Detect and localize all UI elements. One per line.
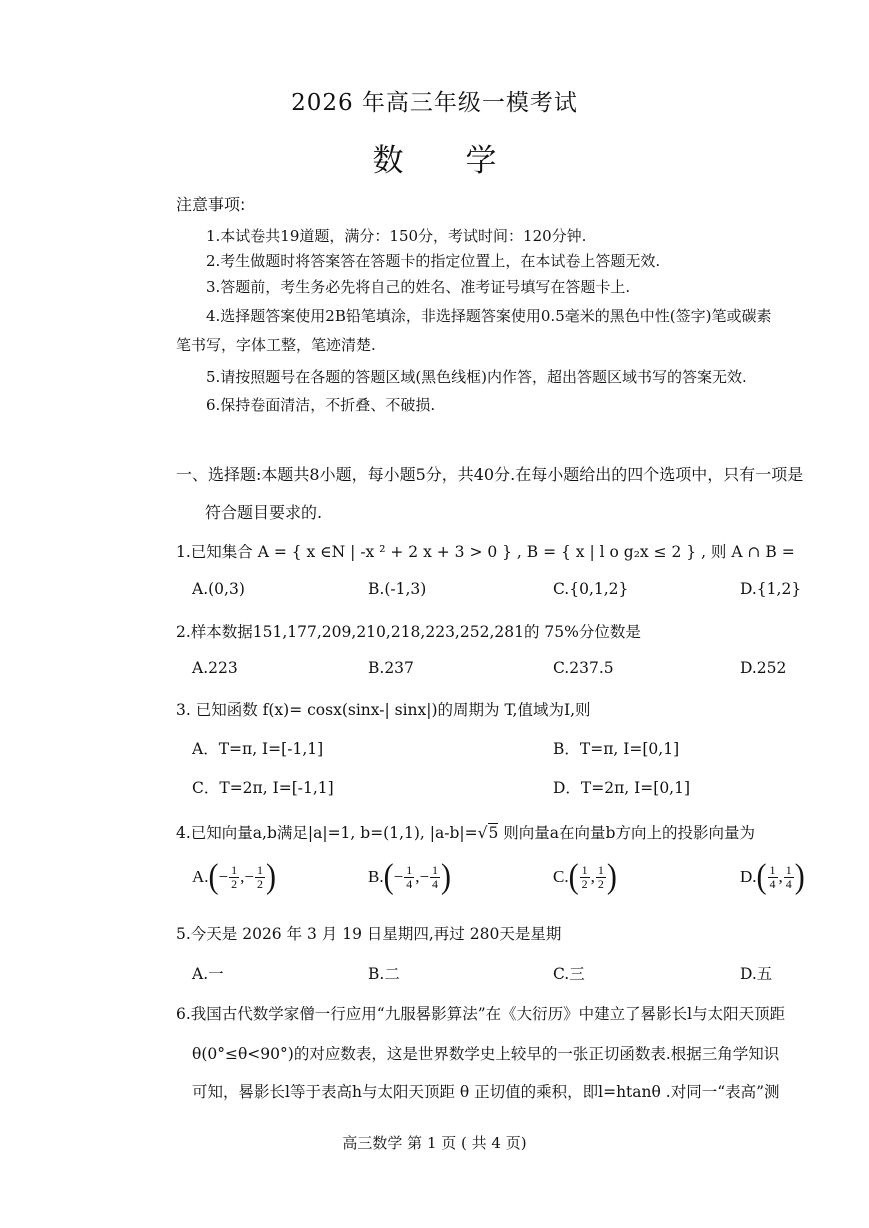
q5-option-d: D.五 xyxy=(740,965,773,983)
fraction: $\frac{1}{2}$ xyxy=(581,862,588,891)
fraction: $\frac{1}{2}$ xyxy=(597,862,604,891)
question-6-line: θ(0°≤θ<90°)的对应数表，这是世界数学史上较早的一张正切函数表.根据三角学知识 xyxy=(192,1045,780,1063)
question-4-stem xyxy=(176,821,755,843)
notes-heading: 注意事项: xyxy=(176,195,246,214)
note-item: 6.保持卷面清洁，不折叠、不破损. xyxy=(206,396,436,414)
q3-option-d: D．T=2π, I=[0,1] xyxy=(553,779,691,797)
question-3-stem: 3. 已知函数 f(x)= cosx(sinx-| sinx|)的周期为 T,值域为I,则 xyxy=(176,701,591,719)
question-6-line: 可知，晷影长l等于表高h与太阳天顶距 θ 正切值的乘积，即l=htanθ .对同一“表高”测 xyxy=(192,1083,780,1101)
q2-option-d: D.252 xyxy=(740,659,787,677)
section-heading-cont: 符合题目要求的. xyxy=(205,503,323,522)
note-item: 5.请按照题号在各题的答题区域(黑色线框)内作答，超出答题区域书写的答案无效. xyxy=(206,368,747,386)
q1-option-b: B.(-1,3) xyxy=(368,580,427,598)
fraction: $\frac{1}{2}$ xyxy=(256,862,263,891)
note-item: 1.本试卷共19道题，满分：150分，考试时间：120分钟. xyxy=(206,227,587,245)
q1-option-a: A.(0,3) xyxy=(192,580,245,598)
q5-option-c: C.三 xyxy=(553,965,585,983)
page-footer: 高三数学 第 1 页 ( 共 4 页) xyxy=(342,1134,527,1152)
q4-option-a: A. ( − $\frac{1}{2}$ , − $\frac{1}{2}$ ) xyxy=(192,857,276,896)
subject-title: 数学 xyxy=(372,143,559,179)
q4-option-c: C. ( $\frac{1}{2}$ , $\frac{1}{2}$ ) xyxy=(553,857,617,896)
note-item: 2.考生做题时将答案答在答题卡的指定位置上，在本试卷上答题无效. xyxy=(206,252,661,270)
note-item: 4.选择题答案使用2B铅笔填涂，非选择题答案使用0.5毫米的黑色中性(签字)笔或碳素 xyxy=(206,307,772,325)
q1-option-c: C.{0,1,2} xyxy=(553,580,629,598)
q2-option-c: C.237.5 xyxy=(553,659,614,677)
fraction: $\frac{1}{4}$ xyxy=(769,862,776,891)
question-2-stem: 2.样本数据151,177,209,210,218,223,252,281的 75%分位数是 xyxy=(176,623,641,641)
question-6-line: 6.我国古代数学家僧一行应用“九服晷影算法”在《大衍历》中建立了晷影长l与太阳天顶距 xyxy=(176,1005,786,1023)
q3-option-b: B．T=π, I=[0,1] xyxy=(553,740,680,758)
fraction: $\frac{1}{4}$ xyxy=(432,862,439,891)
q2-option-a: A.223 xyxy=(192,659,238,677)
q4-option-b: B. ( − $\frac{1}{4}$ , − $\frac{1}{4}$ ) xyxy=(368,857,452,896)
q3-option-c: C．T=2π, I=[-1,1] xyxy=(192,779,334,797)
q4-stem-part-2: 则向量a在向量b方向上的投影向量为 xyxy=(498,824,755,842)
question-1-stem: 1.已知集合 A = { x ∈N | -x ² + 2 x + 3 > 0 } , B = { x | l o g₂x ≤ 2 } , 则 A ∩ B = xyxy=(176,543,795,561)
section-heading: 一、选择题:本题共8小题，每小题5分，共40分.在每小题给出的四个选项中，只有一项是 xyxy=(176,465,804,484)
note-item: 3.答题前，考生务必先将自己的姓名、准考证号填写在答题卡上. xyxy=(206,278,631,296)
note-item: 笔书写，字体工整，笔迹清楚. xyxy=(176,336,376,354)
exam-title: 2026 年高三年级一模考试 xyxy=(291,90,578,116)
q4-option-d: D. ( $\frac{1}{4}$ , $\frac{1}{4}$ ) xyxy=(740,857,805,896)
fraction: $\frac{1}{4}$ xyxy=(785,862,792,891)
sqrt-symbol: √ xyxy=(477,824,488,842)
q4-stem-part-1: 4.已知向量a,b满足|a|=1, b=(1,1), |a-b|= xyxy=(176,824,478,842)
q5-option-b: B.二 xyxy=(368,965,400,983)
q5-option-a: A.一 xyxy=(192,965,224,983)
q4-sqrt-radicand: 5 xyxy=(488,824,499,842)
fraction: $\frac{1}{4}$ xyxy=(406,862,413,891)
fraction: $\frac{1}{2}$ xyxy=(231,862,238,891)
question-5-stem: 5.今天是 2026 年 3 月 19 日星期四,再过 280天是星期 xyxy=(176,925,562,943)
q1-option-d: D.{1,2} xyxy=(740,580,802,598)
q3-option-a: A．T=π, I=[-1,1] xyxy=(192,740,324,758)
q2-option-b: B.237 xyxy=(368,659,414,677)
